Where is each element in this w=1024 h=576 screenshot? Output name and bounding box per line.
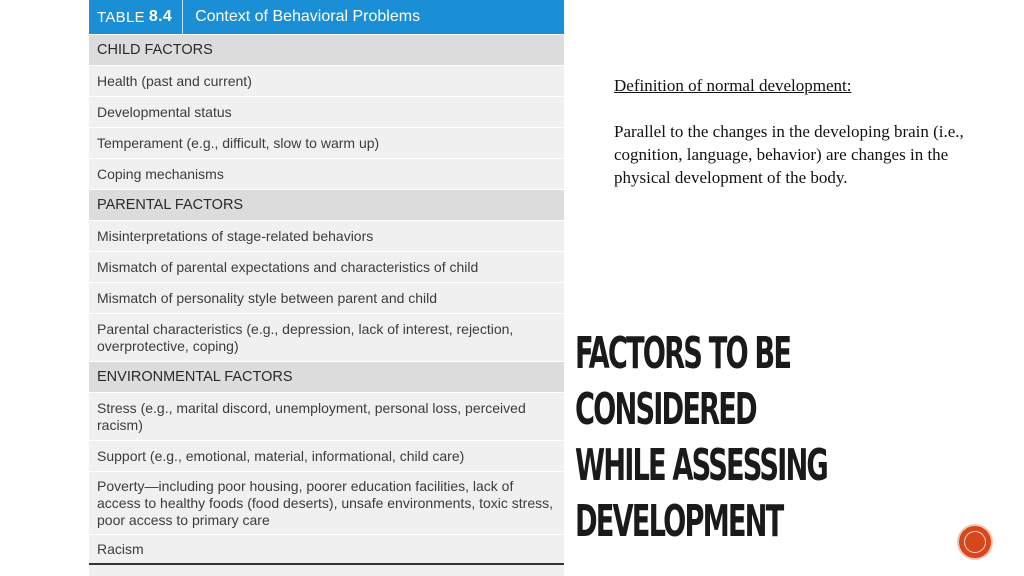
table-row: Mismatch of parental expectations and characteristics of child (89, 251, 564, 282)
table-row: Mismatch of personality style between parent and child (89, 282, 564, 313)
table-section-header: ENVIRONMENTAL FACTORS (89, 361, 564, 392)
table-row: Temperament (e.g., difficult, slow to warm up) (89, 127, 564, 158)
table-section-header: PARENTAL FACTORS (89, 189, 564, 220)
heading-line: FACTORS TO BE (575, 328, 791, 379)
table-row: Support (e.g., emotional, material, informational, child care) (89, 440, 564, 471)
table-row: Poverty—including poor housing, poorer education facilities, lack of access to healthy foods (food deserts), unsafe environments, toxic stress, poor access to primary care (89, 471, 564, 534)
heading-line: WHILE ASSESSING (575, 440, 827, 491)
heading-line: DEVELOPMENT (575, 496, 783, 547)
definition-block (614, 74, 994, 189)
table-row: Stress (e.g., marital discord, unemployment, personal loss, perceived racism) (89, 392, 564, 440)
table-row: Developmental status (89, 96, 564, 127)
heading-line: CONSIDERED (575, 384, 756, 435)
table-row: Coping mechanisms (89, 158, 564, 189)
table-row: Health (past and current) (89, 65, 564, 96)
table-row: Misinterpretations of stage-related behaviors (89, 220, 564, 251)
slide-heading (575, 326, 1009, 550)
table-body (89, 34, 564, 565)
table-header (89, 0, 564, 34)
table-row: Racism (89, 534, 564, 565)
definition-title: Definition of normal development: (614, 76, 852, 95)
behavioral-problems-table (89, 0, 564, 576)
definition-body: Parallel to the changes in the developing brain (i.e., cognition, language, behavior) are changes in the physical development of the body. (614, 122, 964, 187)
table-title: Context of Behavioral Problems (195, 8, 421, 25)
slide-nav-circle-icon[interactable] (957, 524, 993, 560)
table-number: TABLE 8.4 (89, 0, 183, 34)
table-section-header: CHILD FACTORS (89, 34, 564, 65)
table-row: Parental characteristics (e.g., depression, lack of interest, rejection, overprotective, coping) (89, 313, 564, 361)
